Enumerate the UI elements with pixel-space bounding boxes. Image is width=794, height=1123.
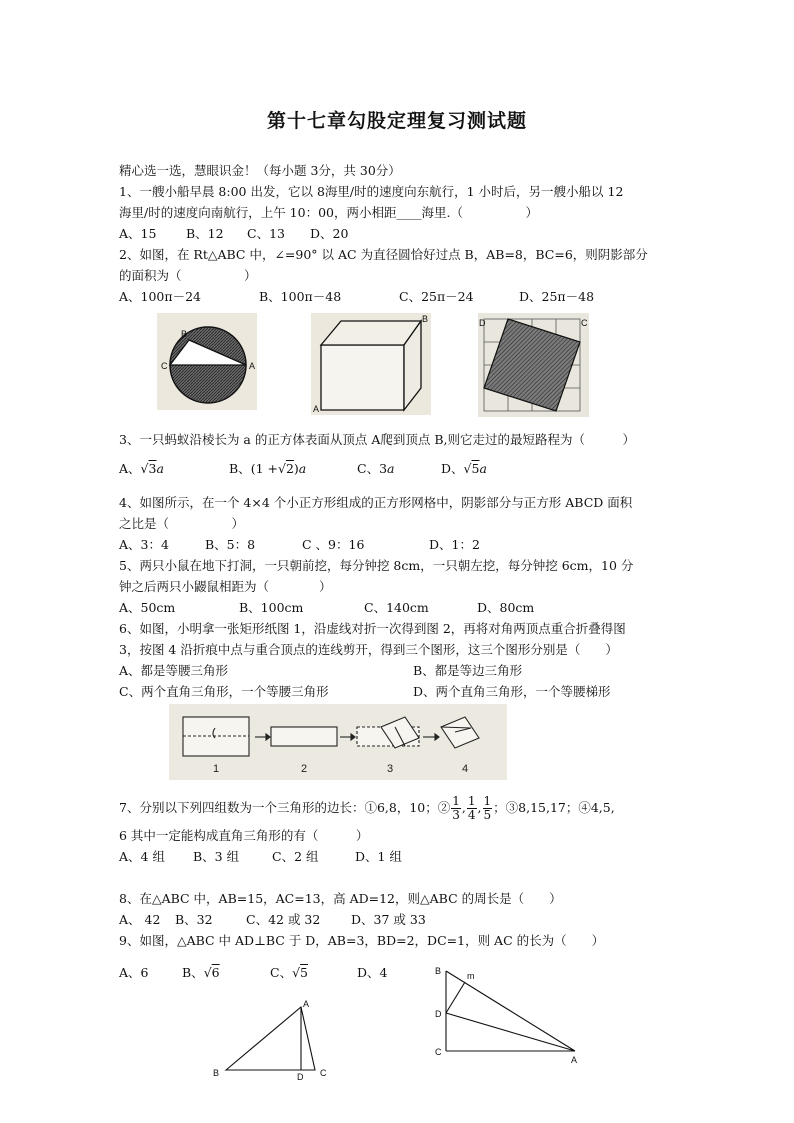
- q9-option-c-expr: √5: [292, 965, 308, 980]
- q2-option-a: A、100π－24: [119, 289, 202, 304]
- q3-option-d-label: D、: [441, 461, 464, 476]
- fig-grid-label-c: C: [581, 318, 588, 328]
- q1-text-line2: 海里/时的速度向南航行，上午 10：00，两小相距____海里.（ ）: [119, 205, 538, 220]
- q5-option-c: C、140cm: [364, 600, 429, 615]
- q9-option-c: [270, 965, 308, 981]
- q3-text: 3、一只蚂蚁沿棱长为 a 的正方体表面从顶点 A爬到顶点 B,则它走过的最短路程为（ ）: [119, 432, 635, 447]
- q3-option-b: [229, 461, 306, 477]
- q6-text-line2: 3，按图 4 沿折痕中点与重合顶点的连线剪开，得到三个图形，这三个图形分别是（ ）: [119, 642, 618, 657]
- q5-option-a: A、50cm: [119, 600, 176, 615]
- fig6-number-3: 3: [387, 763, 394, 775]
- q1-option-d: D、20: [310, 226, 349, 241]
- q7-frac-1: $\frac{1}{3}$: [452, 794, 460, 822]
- q4-option-c: C 、9：16: [302, 537, 365, 552]
- q1-option-b: B、12: [186, 226, 224, 241]
- q7-text-line2: 6 其中一定能构成直角三角形的有（ ）: [119, 828, 369, 843]
- q9-option-b-expr: √6: [203, 965, 220, 980]
- q2-option-c: C、25π－24: [399, 289, 474, 304]
- q3-option-a: [119, 461, 164, 477]
- q4-text-line2: 之比是（ ）: [119, 516, 245, 531]
- q7-option-c: C、2 组: [272, 849, 319, 864]
- q2-text-line1: 2、如图，在 Rt△ABC 中，∠=90° 以 AC 为直径圆恰好过点 B，AB=8，BC=6，则阴影部分: [119, 247, 648, 262]
- q7-frac-2: $\frac{1}{4}$: [467, 794, 476, 822]
- q8-option-a: A、 42: [119, 912, 161, 927]
- q2-option-b: B、100π－48: [259, 289, 342, 304]
- q7-text-part2: ；③8,15,17；④4,5,: [493, 800, 615, 815]
- fig9-label-c: C: [320, 1068, 327, 1078]
- fig-cube-label-b: B: [422, 314, 429, 324]
- q7-option-a: A、4 组: [119, 849, 165, 864]
- q3-option-a-expr: √3a: [140, 461, 164, 476]
- q8-text: 8、在△ABC 中，AB=15，AC=13，高 AD=12，则△ABC 的周长是（ ）: [119, 891, 562, 906]
- section-heading: 精心选一选，慧眼识金！（每小题 3分，共 30分）: [119, 163, 401, 178]
- q9-option-d: D、4: [357, 965, 388, 980]
- q6-option-a: A、都是等腰三角形: [119, 663, 229, 678]
- fig10-label-m: m: [467, 971, 475, 981]
- q4-option-b: B、5：8: [205, 537, 256, 552]
- q7-option-b: B、3 组: [193, 849, 240, 864]
- q9-option-a: A、6: [119, 965, 149, 980]
- q6-text-line1: 6、如图，小明拿一张矩形纸图 1，沿虚线对折一次得到图 2，再将对角两顶点重合折叠得图: [119, 621, 626, 636]
- q9-option-b: [182, 965, 220, 981]
- fig6-number-4: 4: [462, 763, 469, 775]
- q8-option-d: D、37 或 33: [351, 912, 426, 927]
- fig9-label-a: A: [303, 999, 310, 1009]
- q1-option-c: C、13: [247, 226, 285, 241]
- fig10-label-d: D: [435, 1009, 442, 1019]
- q7-text-line1: 7、分别以下列四组数为一个三角形的边长：①6,8，10；② $\frac{1}{3}$ , $\frac{1}{4}$ , $\frac{1}{5}$ ；③8,15,17；④4,5,: [119, 794, 615, 822]
- figure-triangle-altitude: [205, 995, 335, 1080]
- q3-option-a-label: A、: [119, 461, 141, 476]
- fig10-label-c: C: [435, 1047, 442, 1057]
- q5-text-line1: 5、两只小鼠在地下打洞，一只朝前挖，每分钟挖 8cm，一只朝左挖，每分钟挖 6cm，10 分: [119, 558, 634, 573]
- q1-option-a: A、15: [119, 226, 157, 241]
- q7-text-part1: 7、分别以下列四组数为一个三角形的边长：①6,8，10；②: [119, 800, 451, 815]
- figure-circle-triangle: [157, 313, 257, 410]
- fig6-number-1: 1: [213, 763, 220, 775]
- q6-option-b: B、都是等边三角形: [413, 663, 523, 678]
- figure-grid-square: [478, 313, 589, 417]
- q1-text-line1: 1、一艘小船早晨 8:00 出发，它以 8海里/时的速度向东航行，1 小时后，另一艘小船以 12: [119, 184, 624, 199]
- fig10-label-a: A: [571, 1055, 578, 1065]
- q7-option-d: D、1 组: [355, 849, 402, 864]
- q3-option-d-expr: √5a: [463, 461, 487, 476]
- q4-text-line1: 4、如图所示，在一个 4×4 个小正方形组成的正方形网格中，阴影部分与正方形 ABCD 面积: [119, 495, 633, 510]
- q3-option-c-label: C、: [357, 461, 380, 476]
- q9-option-c-label: C、: [270, 965, 293, 980]
- q3-option-d: [441, 461, 487, 477]
- q3-option-b-label: B、: [229, 461, 251, 476]
- q7-frac-3: $\frac{1}{5}$: [483, 794, 492, 822]
- q8-option-c: C、42 或 32: [246, 912, 321, 927]
- q6-option-c: C、两个直角三角形，一个等腰三角形: [119, 684, 329, 699]
- fig6-number-2: 2: [301, 763, 308, 775]
- figure-right-triangle-m: [430, 963, 585, 1071]
- q5-option-d: D、80cm: [477, 600, 535, 615]
- q3-option-b-expr: (1 +√2)a: [250, 461, 307, 476]
- q9-text: 9、如图，△ABC 中 AD⊥BC 于 D，AB=3，BD=2，DC=1，则 AC 的长为（ ）: [119, 933, 605, 948]
- q2-text-line2: 的面积为（ ）: [119, 268, 257, 283]
- q5-text-line2: 钟之后两只小鼹鼠相距为（ ）: [119, 579, 332, 594]
- fig9-label-b: B: [213, 1068, 220, 1078]
- fig9-label-d: D: [297, 1072, 304, 1080]
- figure-folding-sequence: [169, 704, 507, 780]
- page-title: 第十七章勾股定理复习测试题: [266, 110, 527, 132]
- q5-option-b: B、100cm: [239, 600, 304, 615]
- q6-option-d: D、两个直角三角形，一个等腰梯形: [413, 684, 611, 699]
- q3-option-c-expr: 3a: [379, 461, 395, 476]
- fig-cube-label-a: A: [313, 404, 320, 414]
- fig-circle-label-a: A: [249, 361, 256, 371]
- q8-option-b: B、32: [175, 912, 213, 927]
- fig-circle-label-c: C: [161, 361, 168, 371]
- q9-option-b-label: B、: [182, 965, 204, 980]
- fig-circle-label-b: B: [181, 329, 188, 339]
- q4-option-d: D、1：2: [429, 537, 480, 552]
- q4-option-a: A、3：4: [119, 537, 169, 552]
- fig10-label-b: B: [435, 966, 442, 976]
- q2-option-d: D、25π－48: [519, 289, 595, 304]
- fig-grid-label-d: D: [479, 318, 486, 328]
- q3-option-c: [357, 461, 394, 477]
- figure-cube: [311, 313, 431, 415]
